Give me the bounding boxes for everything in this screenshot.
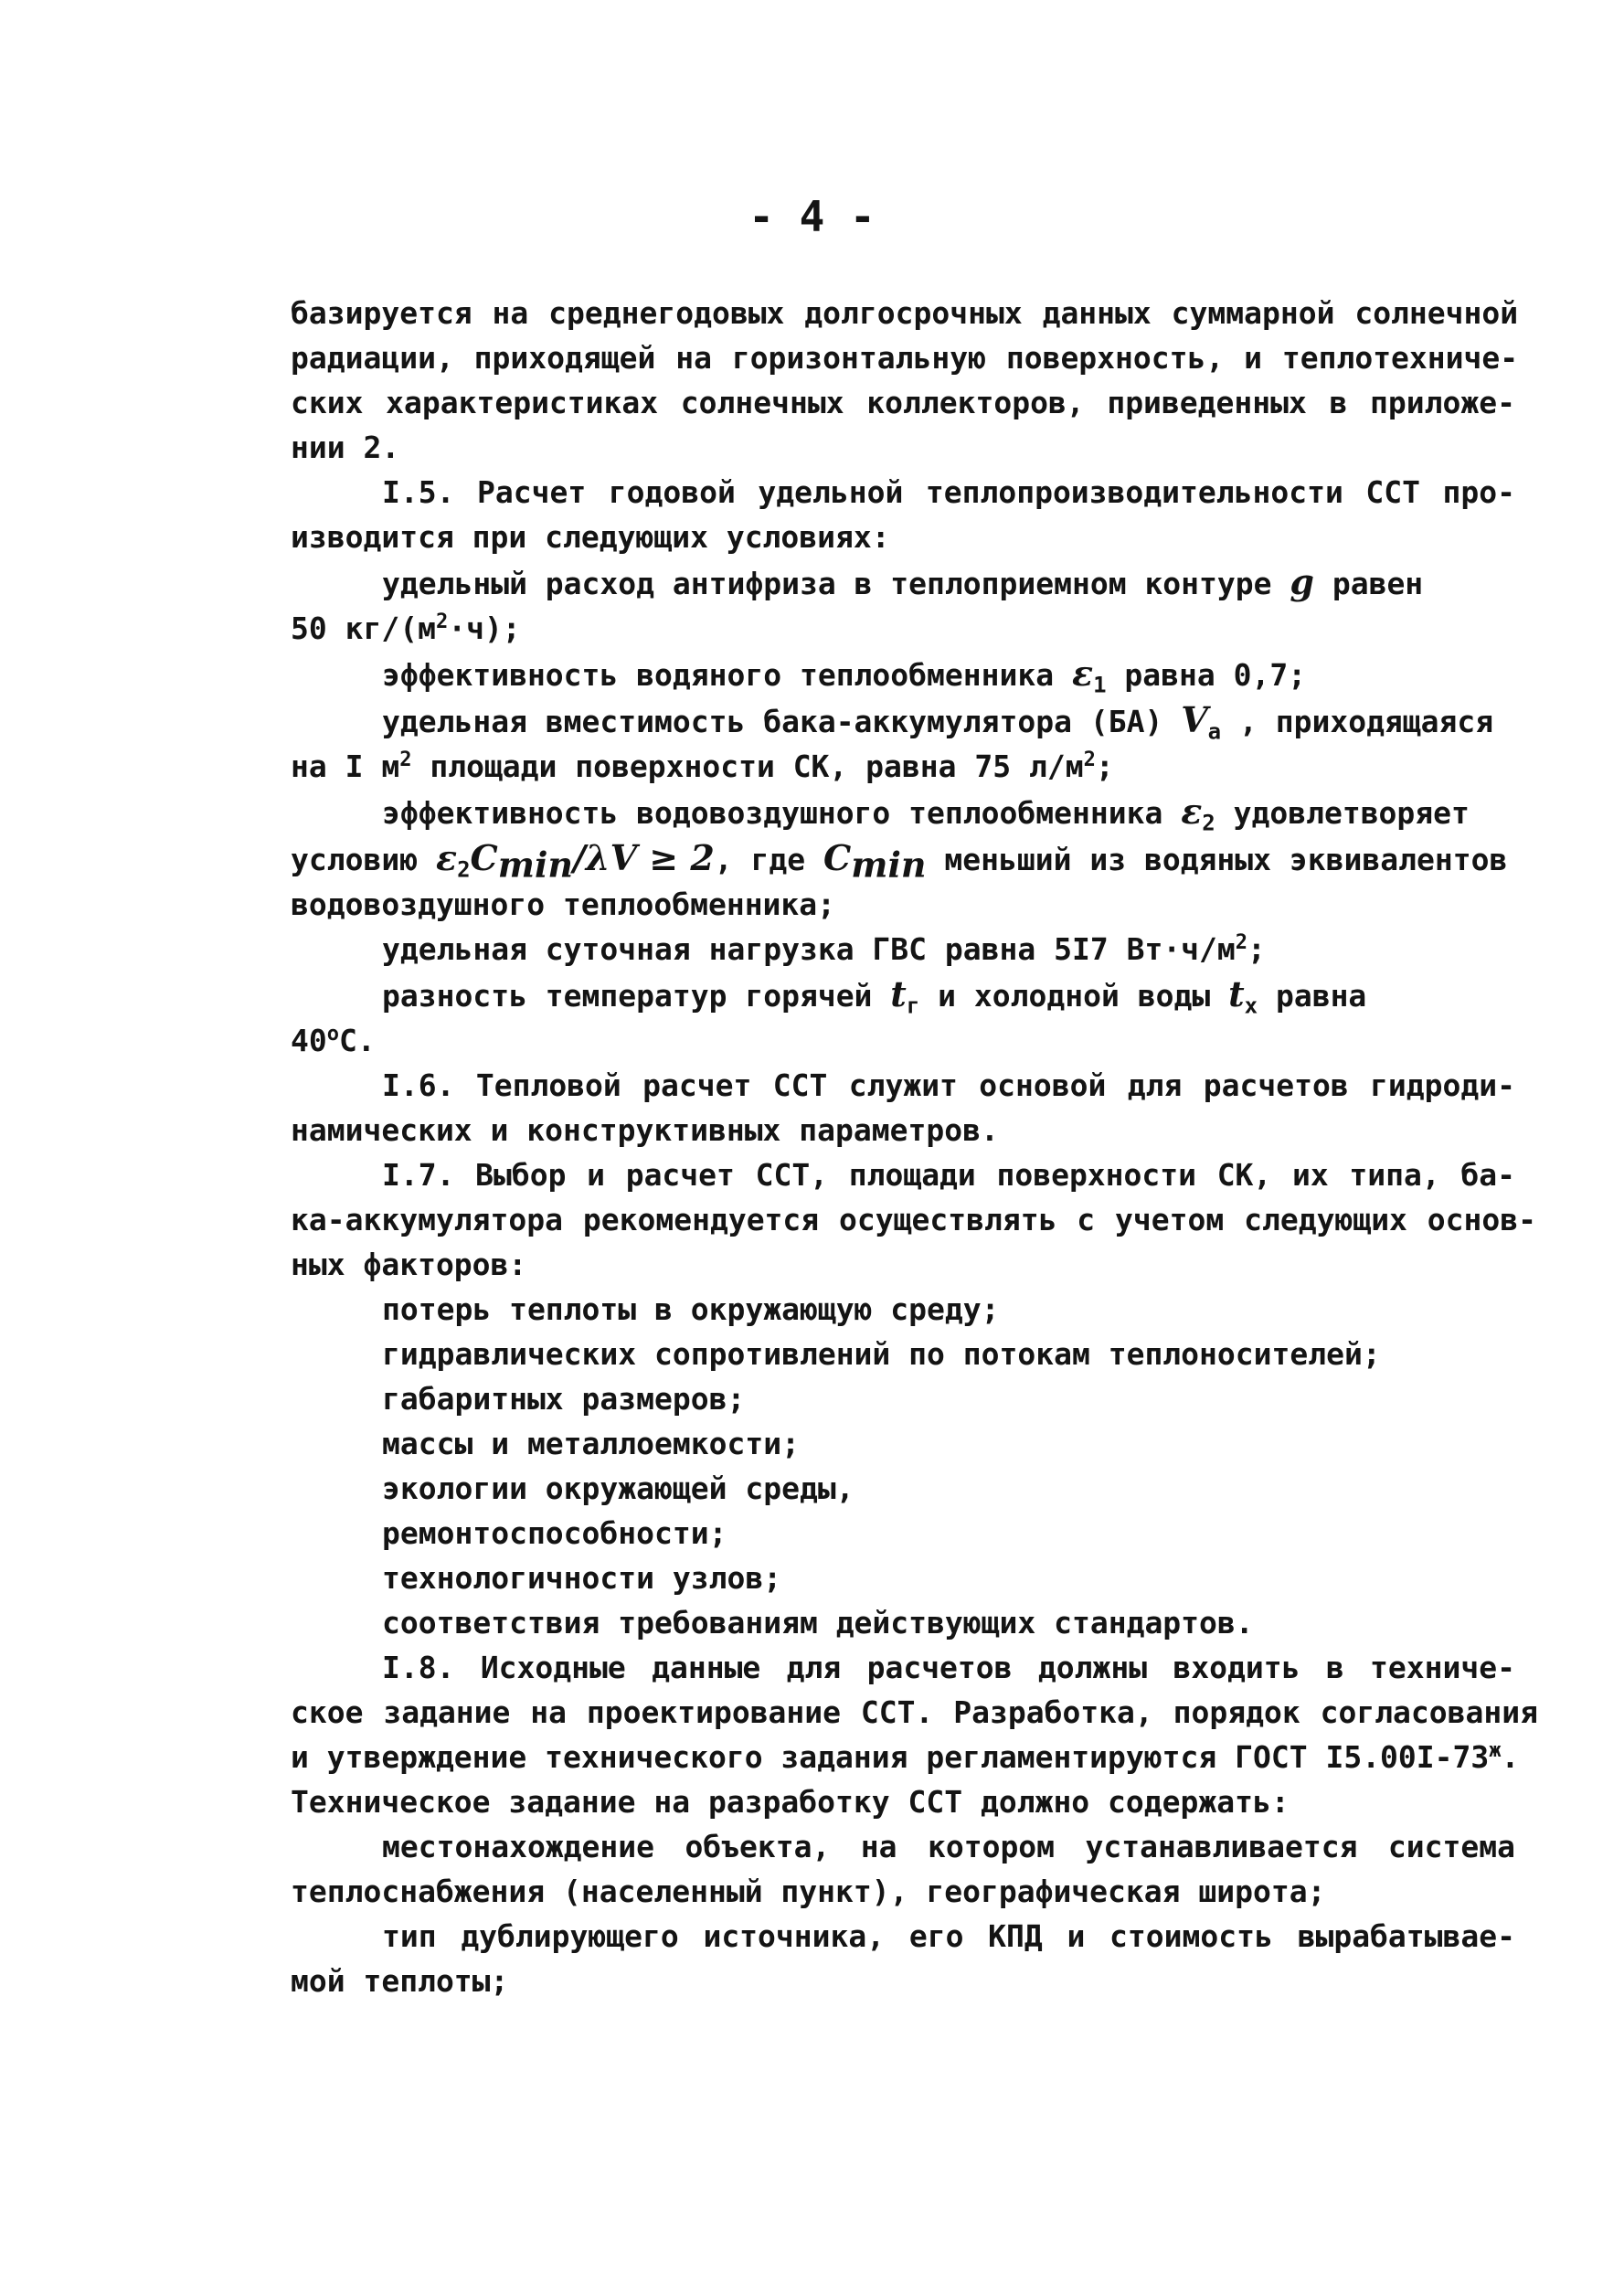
formula-epsilon: ε bbox=[435, 837, 458, 878]
text-line: ка-аккумулятора рекомендуется осуществлять с учетом следующих основ- bbox=[291, 1202, 1537, 1237]
symbol-epsilon-1: ε bbox=[1071, 653, 1094, 694]
list-item: потерь теплоты в окружающую среду; bbox=[382, 1291, 1000, 1327]
symbol-cmin: C bbox=[823, 837, 852, 878]
list-item: соответствия требованиям действующих стандартов. bbox=[382, 1605, 1254, 1641]
text-line: мой теплоты; bbox=[291, 1963, 509, 1999]
text-line: ских характеристиках солнечных коллекторов, приведенных в приложе- bbox=[291, 385, 1515, 420]
text-line: на I $м^2$ площади поверхности СК, равна 75 $л/м^2$; bbox=[291, 749, 1114, 784]
text-line: Техническое задание на разработку ССТ должно содержать: bbox=[291, 1784, 1290, 1820]
text-line: и утверждение технического задания регламентируются ГОСТ $I5.00I-73^ж$. bbox=[291, 1739, 1520, 1775]
section-1-6-heading: I.6. Тепловой расчет ССТ служит основой для расчетов гидроди- bbox=[382, 1067, 1515, 1103]
text-line: теплоснабжения (населенный пункт), географическая широта; bbox=[291, 1874, 1326, 1909]
text-line: $40^оС$. bbox=[291, 1023, 376, 1058]
symbol-tx: t bbox=[1228, 973, 1245, 1014]
symbol-va: V bbox=[1181, 699, 1208, 740]
list-item: технологичности узлов; bbox=[382, 1560, 782, 1596]
section-1-7-heading: I.7. Выбор и расчет ССТ, площади поверхности СК, их типа, ба- bbox=[382, 1157, 1515, 1193]
text-line: нии 2. bbox=[291, 430, 400, 465]
symbol-g: g bbox=[1290, 561, 1314, 602]
text-line: радиации, приходящей на горизонтальную поверхность, и теплотехниче- bbox=[291, 340, 1519, 376]
page-number: - 4 - bbox=[748, 192, 876, 241]
list-item: массы и металлоемкости; bbox=[382, 1426, 800, 1461]
symbol-epsilon-2: ε bbox=[1181, 791, 1203, 832]
condition-dhw-load: удельная суточная нагрузка ГВС равна 5I7 $Вт\cdot ч/м^2$; bbox=[382, 931, 1266, 967]
formula-rest: /λV ≥ 2 bbox=[573, 837, 715, 878]
list-item: габаритных размеров; bbox=[382, 1381, 746, 1417]
text-line: 50 $кг/(м^2\cdot ч)$; bbox=[291, 611, 521, 646]
condition-air-hx-efficiency: эффективность водовоздушного теплообменника $\varepsilon_2$ удовлетворяет bbox=[382, 791, 1470, 836]
body-text bbox=[291, 291, 1539, 2003]
condition-temperature-diff: разность температур горячей $t_г$ и холодной воды $t_х$ равна bbox=[382, 973, 1367, 1019]
text-line: базируется на среднегодовых долгосрочных данных суммарной солнечной bbox=[291, 295, 1519, 331]
text-line: изводится при следующих условиях: bbox=[291, 519, 890, 555]
formula-line: условию $\varepsilon_2C_{min}/\lambda V \ge 2$, где $C_{min}$ меньший из водяных эквивалентов bbox=[291, 837, 1508, 886]
text-line: водовоздушного теплообменника; bbox=[291, 887, 836, 922]
formula-c: C bbox=[470, 837, 498, 878]
section-1-5-heading: I.5. Расчет годовой удельной теплопроизводительности ССТ про- bbox=[382, 474, 1515, 510]
condition-tank-volume: удельная вместимость бака-аккумулятора (БА) $V_a$ , приходящаяся bbox=[382, 699, 1494, 745]
list-item: ремонтоспособности; bbox=[382, 1515, 727, 1551]
text-line: ское задание на проектирование ССТ. Разработка, порядок согласования bbox=[291, 1694, 1539, 1730]
list-item: экологии окружающей среды, bbox=[382, 1471, 854, 1506]
text-line: ных факторов: bbox=[291, 1247, 527, 1282]
text-line: намических и конструктивных параметров. bbox=[291, 1112, 999, 1148]
list-item: гидравлических сопротивлений по потокам теплоносителей; bbox=[382, 1336, 1381, 1372]
section-1-8-heading: I.8. Исходные данные для расчетов должны входить в техниче- bbox=[382, 1650, 1515, 1685]
condition-antifreeze-flow: удельный расход антифриза в теплоприемном контуре g равен bbox=[382, 561, 1424, 602]
list-item: тип дублирующего источника, его КПД и стоимость вырабатывае- bbox=[382, 1918, 1515, 1954]
list-item: местонахождение объекта, на котором устанавливается система bbox=[382, 1829, 1515, 1864]
condition-water-hx-efficiency: эффективность водяного теплообменника $\varepsilon_1$ равна 0,7; bbox=[382, 653, 1307, 698]
symbol-tg: t bbox=[890, 973, 907, 1014]
